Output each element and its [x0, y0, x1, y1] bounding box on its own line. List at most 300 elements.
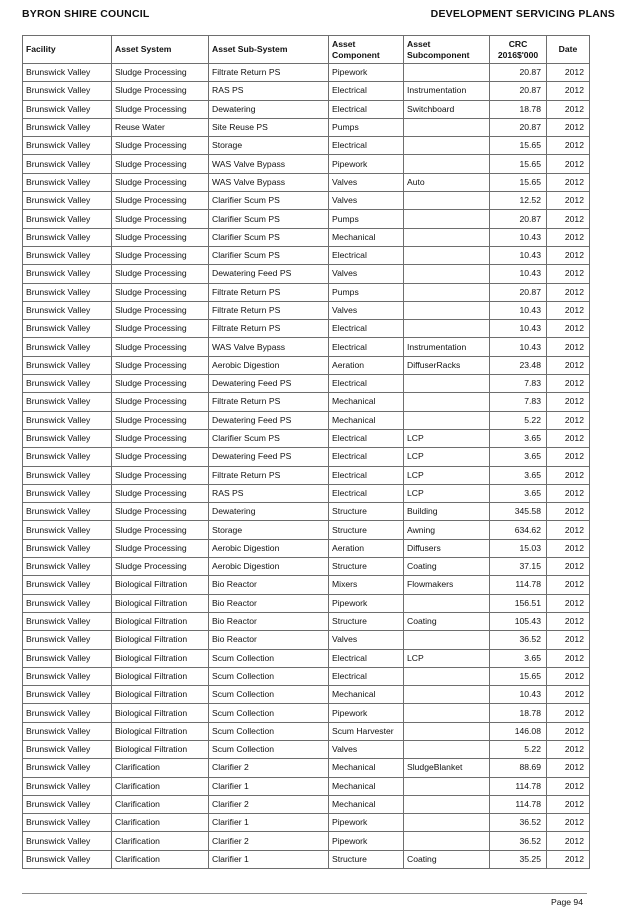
cell-crc: 7.83 [490, 393, 547, 411]
cell-date: 2012 [547, 631, 590, 649]
cell-crc: 10.43 [490, 686, 547, 704]
cell-facility: Brunswick Valley [23, 137, 112, 155]
cell-crc: 36.52 [490, 631, 547, 649]
cell-date: 2012 [547, 558, 590, 576]
table-row [23, 777, 590, 795]
cell-crc: 10.43 [490, 246, 547, 264]
cell-crc: 15.03 [490, 539, 547, 557]
cell-asset-system: Sludge Processing [112, 411, 209, 429]
table-row [23, 192, 590, 210]
cell-facility: Brunswick Valley [23, 466, 112, 484]
cell-crc: 10.43 [490, 228, 547, 246]
table-row [23, 795, 590, 813]
cell-crc: 634.62 [490, 521, 547, 539]
cell-facility: Brunswick Valley [23, 448, 112, 466]
cell-asset-subsystem: WAS Valve Bypass [209, 173, 329, 191]
cell-date: 2012 [547, 173, 590, 191]
cell-date: 2012 [547, 594, 590, 612]
table-row [23, 393, 590, 411]
cell-asset-subsystem: Dewatering Feed PS [209, 375, 329, 393]
cell-facility: Brunswick Valley [23, 558, 112, 576]
cell-asset-system: Sludge Processing [112, 192, 209, 210]
cell-asset-subsystem: Bio Reactor [209, 631, 329, 649]
cell-crc: 114.78 [490, 795, 547, 813]
cell-date: 2012 [547, 539, 590, 557]
cell-asset-system: Reuse Water [112, 118, 209, 136]
table-row [23, 558, 590, 576]
cell-asset-subcomponent: LCP [404, 429, 490, 447]
cell-facility: Brunswick Valley [23, 704, 112, 722]
cell-asset-subcomponent [404, 246, 490, 264]
cell-asset-system: Biological Filtration [112, 740, 209, 758]
cell-facility: Brunswick Valley [23, 100, 112, 118]
table-row [23, 228, 590, 246]
cell-asset-component: Mechanical [329, 777, 404, 795]
table-row [23, 503, 590, 521]
table-row [23, 155, 590, 173]
cell-date: 2012 [547, 301, 590, 319]
cell-date: 2012 [547, 375, 590, 393]
cell-asset-system: Clarification [112, 850, 209, 868]
cell-facility: Brunswick Valley [23, 777, 112, 795]
cell-date: 2012 [547, 576, 590, 594]
document-title: DEVELOPMENT SERVICING PLANS [430, 8, 615, 20]
cell-facility: Brunswick Valley [23, 612, 112, 630]
cell-facility: Brunswick Valley [23, 814, 112, 832]
cell-date: 2012 [547, 448, 590, 466]
cell-asset-subsystem: Clarifier Scum PS [209, 210, 329, 228]
cell-date: 2012 [547, 759, 590, 777]
cell-crc: 345.58 [490, 503, 547, 521]
table-row [23, 82, 590, 100]
cell-facility: Brunswick Valley [23, 375, 112, 393]
cell-facility: Brunswick Valley [23, 173, 112, 191]
cell-asset-subcomponent [404, 594, 490, 612]
cell-crc: 23.48 [490, 356, 547, 374]
cell-facility: Brunswick Valley [23, 210, 112, 228]
table-row [23, 375, 590, 393]
cell-asset-subsystem: Clarifier 1 [209, 850, 329, 868]
cell-asset-component: Valves [329, 192, 404, 210]
cell-asset-subsystem: Dewatering [209, 503, 329, 521]
cell-facility: Brunswick Valley [23, 850, 112, 868]
cell-crc: 3.65 [490, 484, 547, 502]
table-row [23, 649, 590, 667]
cell-asset-subsystem: Bio Reactor [209, 576, 329, 594]
cell-asset-system: Sludge Processing [112, 484, 209, 502]
cell-date: 2012 [547, 246, 590, 264]
cell-asset-component: Mechanical [329, 393, 404, 411]
cell-asset-component: Electrical [329, 82, 404, 100]
cell-asset-system: Clarification [112, 832, 209, 850]
cell-asset-component: Valves [329, 740, 404, 758]
cell-asset-subcomponent [404, 814, 490, 832]
cell-date: 2012 [547, 521, 590, 539]
cell-asset-subsystem: Scum Collection [209, 649, 329, 667]
cell-asset-subsystem: RAS PS [209, 82, 329, 100]
cell-asset-subsystem: RAS PS [209, 484, 329, 502]
cell-asset-system: Biological Filtration [112, 667, 209, 685]
cell-asset-component: Electrical [329, 338, 404, 356]
cell-asset-component: Pipework [329, 594, 404, 612]
cell-asset-subsystem: Dewatering [209, 100, 329, 118]
cell-asset-component: Mixers [329, 576, 404, 594]
cell-crc: 18.78 [490, 704, 547, 722]
cell-asset-subcomponent: LCP [404, 649, 490, 667]
cell-asset-component: Pipework [329, 814, 404, 832]
cell-facility: Brunswick Valley [23, 356, 112, 374]
cell-asset-component: Electrical [329, 667, 404, 685]
cell-asset-subsystem: Clarifier 1 [209, 777, 329, 795]
cell-asset-subsystem: WAS Valve Bypass [209, 155, 329, 173]
cell-facility: Brunswick Valley [23, 722, 112, 740]
cell-asset-subcomponent [404, 137, 490, 155]
cell-asset-system: Sludge Processing [112, 64, 209, 82]
cell-crc: 20.87 [490, 82, 547, 100]
cell-asset-subsystem: Clarifier Scum PS [209, 228, 329, 246]
table-row [23, 338, 590, 356]
cell-date: 2012 [547, 740, 590, 758]
cell-asset-component: Structure [329, 503, 404, 521]
table-row [23, 814, 590, 832]
cell-asset-component: Structure [329, 521, 404, 539]
cell-asset-subsystem: Dewatering Feed PS [209, 448, 329, 466]
cell-facility: Brunswick Valley [23, 155, 112, 173]
table-row [23, 740, 590, 758]
cell-asset-subcomponent [404, 686, 490, 704]
cell-asset-component: Mechanical [329, 411, 404, 429]
table-row [23, 173, 590, 191]
cell-asset-subsystem: Filtrate Return PS [209, 393, 329, 411]
cell-asset-subsystem: Filtrate Return PS [209, 301, 329, 319]
cell-asset-subcomponent: LCP [404, 448, 490, 466]
asset-table [22, 35, 590, 869]
cell-date: 2012 [547, 210, 590, 228]
cell-facility: Brunswick Valley [23, 228, 112, 246]
cell-asset-component: Electrical [329, 137, 404, 155]
table-body [23, 64, 590, 869]
table-row [23, 576, 590, 594]
cell-crc: 20.87 [490, 64, 547, 82]
cell-asset-subsystem: Aerobic Digestion [209, 539, 329, 557]
cell-asset-component: Electrical [329, 100, 404, 118]
col-asset-system: Asset System [112, 36, 209, 64]
cell-asset-component: Mechanical [329, 795, 404, 813]
cell-crc: 20.87 [490, 118, 547, 136]
cell-asset-system: Sludge Processing [112, 503, 209, 521]
cell-crc: 10.43 [490, 265, 547, 283]
cell-asset-system: Sludge Processing [112, 539, 209, 557]
cell-asset-subcomponent [404, 283, 490, 301]
cell-asset-component: Pumps [329, 283, 404, 301]
cell-asset-subcomponent: Switchboard [404, 100, 490, 118]
cell-crc: 3.65 [490, 448, 547, 466]
cell-crc: 3.65 [490, 466, 547, 484]
cell-asset-component: Mechanical [329, 228, 404, 246]
footer-rule [22, 893, 587, 894]
cell-date: 2012 [547, 411, 590, 429]
cell-crc: 20.87 [490, 210, 547, 228]
cell-crc: 156.51 [490, 594, 547, 612]
cell-asset-subcomponent: Coating [404, 850, 490, 868]
cell-asset-subcomponent [404, 393, 490, 411]
cell-facility: Brunswick Valley [23, 795, 112, 813]
cell-asset-subsystem: Site Reuse PS [209, 118, 329, 136]
cell-date: 2012 [547, 228, 590, 246]
cell-asset-system: Sludge Processing [112, 393, 209, 411]
cell-asset-subsystem: Filtrate Return PS [209, 466, 329, 484]
cell-asset-system: Sludge Processing [112, 210, 209, 228]
cell-facility: Brunswick Valley [23, 338, 112, 356]
cell-date: 2012 [547, 393, 590, 411]
cell-date: 2012 [547, 100, 590, 118]
cell-asset-system: Sludge Processing [112, 137, 209, 155]
cell-asset-subsystem: Scum Collection [209, 722, 329, 740]
cell-asset-subcomponent: Coating [404, 612, 490, 630]
cell-asset-system: Biological Filtration [112, 612, 209, 630]
cell-date: 2012 [547, 118, 590, 136]
cell-crc: 7.83 [490, 375, 547, 393]
col-asset-subsystem: Asset Sub-System [209, 36, 329, 64]
cell-facility: Brunswick Valley [23, 686, 112, 704]
cell-asset-system: Biological Filtration [112, 704, 209, 722]
cell-facility: Brunswick Valley [23, 192, 112, 210]
cell-date: 2012 [547, 137, 590, 155]
cell-facility: Brunswick Valley [23, 539, 112, 557]
cell-asset-subcomponent [404, 722, 490, 740]
cell-asset-system: Biological Filtration [112, 722, 209, 740]
cell-asset-subsystem: Bio Reactor [209, 594, 329, 612]
cell-asset-system: Sludge Processing [112, 448, 209, 466]
table-row [23, 429, 590, 447]
cell-asset-subcomponent [404, 64, 490, 82]
cell-crc: 15.65 [490, 173, 547, 191]
cell-crc: 36.52 [490, 814, 547, 832]
cell-facility: Brunswick Valley [23, 283, 112, 301]
cell-date: 2012 [547, 686, 590, 704]
cell-asset-subsystem: Clarifier 1 [209, 814, 329, 832]
cell-asset-subsystem: Clarifier Scum PS [209, 192, 329, 210]
col-crc: CRC 2016$'000 [490, 36, 547, 64]
cell-facility: Brunswick Valley [23, 265, 112, 283]
cell-asset-component: Scum Harvester [329, 722, 404, 740]
cell-asset-subsystem: Aerobic Digestion [209, 558, 329, 576]
cell-crc: 15.65 [490, 667, 547, 685]
cell-asset-subcomponent [404, 228, 490, 246]
page-header [22, 8, 615, 24]
cell-asset-subcomponent [404, 795, 490, 813]
cell-crc: 3.65 [490, 429, 547, 447]
cell-asset-subcomponent: Building [404, 503, 490, 521]
cell-crc: 20.87 [490, 283, 547, 301]
cell-asset-component: Pipework [329, 832, 404, 850]
table-row [23, 466, 590, 484]
cell-date: 2012 [547, 722, 590, 740]
cell-asset-system: Sludge Processing [112, 228, 209, 246]
cell-asset-component: Electrical [329, 246, 404, 264]
table-row [23, 850, 590, 868]
cell-asset-subcomponent: Auto [404, 173, 490, 191]
cell-date: 2012 [547, 466, 590, 484]
table-header-row [23, 36, 590, 64]
cell-facility: Brunswick Valley [23, 64, 112, 82]
cell-asset-subsystem: Clarifier 2 [209, 795, 329, 813]
cell-date: 2012 [547, 814, 590, 832]
cell-date: 2012 [547, 850, 590, 868]
table-row [23, 832, 590, 850]
cell-crc: 105.43 [490, 612, 547, 630]
cell-date: 2012 [547, 484, 590, 502]
cell-asset-subsystem: Aerobic Digestion [209, 356, 329, 374]
cell-asset-component: Pipework [329, 64, 404, 82]
cell-asset-subsystem: Storage [209, 521, 329, 539]
cell-asset-subcomponent: Flowmakers [404, 576, 490, 594]
cell-crc: 18.78 [490, 100, 547, 118]
cell-asset-system: Sludge Processing [112, 155, 209, 173]
cell-asset-component: Valves [329, 631, 404, 649]
cell-facility: Brunswick Valley [23, 631, 112, 649]
cell-asset-system: Clarification [112, 814, 209, 832]
table-row [23, 759, 590, 777]
cell-asset-component: Structure [329, 558, 404, 576]
col-facility: Facility [23, 36, 112, 64]
cell-facility: Brunswick Valley [23, 429, 112, 447]
cell-facility: Brunswick Valley [23, 594, 112, 612]
table-row [23, 686, 590, 704]
cell-asset-subsystem: Filtrate Return PS [209, 64, 329, 82]
cell-crc: 12.52 [490, 192, 547, 210]
cell-asset-system: Sludge Processing [112, 173, 209, 191]
col-asset-subcomponent: Asset Subcomponent [404, 36, 490, 64]
cell-crc: 15.65 [490, 137, 547, 155]
table-row [23, 356, 590, 374]
cell-facility: Brunswick Valley [23, 667, 112, 685]
cell-asset-system: Sludge Processing [112, 466, 209, 484]
cell-facility: Brunswick Valley [23, 246, 112, 264]
table-row [23, 210, 590, 228]
cell-asset-component: Valves [329, 265, 404, 283]
cell-asset-subcomponent [404, 320, 490, 338]
cell-date: 2012 [547, 320, 590, 338]
table-row [23, 448, 590, 466]
cell-asset-subcomponent [404, 155, 490, 173]
cell-facility: Brunswick Valley [23, 832, 112, 850]
cell-asset-system: Biological Filtration [112, 594, 209, 612]
cell-asset-component: Electrical [329, 484, 404, 502]
cell-crc: 35.25 [490, 850, 547, 868]
cell-crc: 10.43 [490, 338, 547, 356]
table-row [23, 283, 590, 301]
col-asset-component: Asset Component [329, 36, 404, 64]
table-row [23, 612, 590, 630]
table-row [23, 411, 590, 429]
cell-asset-component: Valves [329, 301, 404, 319]
cell-crc: 5.22 [490, 411, 547, 429]
cell-asset-subsystem: Clarifier Scum PS [209, 429, 329, 447]
cell-asset-system: Biological Filtration [112, 631, 209, 649]
cell-asset-component: Pipework [329, 704, 404, 722]
col-date: Date [547, 36, 590, 64]
cell-asset-system: Sludge Processing [112, 283, 209, 301]
table-row [23, 704, 590, 722]
cell-asset-subsystem: Clarifier 2 [209, 832, 329, 850]
table-row [23, 118, 590, 136]
table-row [23, 631, 590, 649]
cell-asset-subcomponent: Instrumentation [404, 338, 490, 356]
cell-asset-subcomponent [404, 118, 490, 136]
cell-asset-subsystem: Filtrate Return PS [209, 320, 329, 338]
table-row [23, 265, 590, 283]
cell-asset-component: Pumps [329, 118, 404, 136]
cell-facility: Brunswick Valley [23, 411, 112, 429]
cell-asset-subcomponent [404, 301, 490, 319]
cell-asset-subcomponent [404, 740, 490, 758]
cell-asset-system: Sludge Processing [112, 429, 209, 447]
cell-asset-component: Valves [329, 173, 404, 191]
cell-asset-system: Sludge Processing [112, 356, 209, 374]
cell-asset-component: Mechanical [329, 686, 404, 704]
table-row [23, 100, 590, 118]
cell-date: 2012 [547, 704, 590, 722]
table-row [23, 594, 590, 612]
table-row [23, 722, 590, 740]
cell-date: 2012 [547, 832, 590, 850]
cell-asset-subcomponent [404, 411, 490, 429]
cell-asset-subcomponent: LCP [404, 466, 490, 484]
cell-asset-subcomponent: SludgeBlanket [404, 759, 490, 777]
cell-asset-component: Electrical [329, 320, 404, 338]
cell-asset-subsystem: Storage [209, 137, 329, 155]
cell-asset-component: Aeration [329, 356, 404, 374]
cell-asset-component: Electrical [329, 429, 404, 447]
cell-asset-subcomponent [404, 704, 490, 722]
cell-asset-subsystem: Scum Collection [209, 704, 329, 722]
cell-asset-system: Clarification [112, 795, 209, 813]
cell-asset-component: Electrical [329, 649, 404, 667]
cell-asset-component: Structure [329, 612, 404, 630]
cell-asset-subsystem: Scum Collection [209, 667, 329, 685]
page-number: Page 94 [550, 897, 583, 907]
cell-facility: Brunswick Valley [23, 118, 112, 136]
cell-asset-subcomponent [404, 375, 490, 393]
cell-asset-component: Aeration [329, 539, 404, 557]
cell-date: 2012 [547, 82, 590, 100]
cell-asset-system: Sludge Processing [112, 558, 209, 576]
cell-facility: Brunswick Valley [23, 759, 112, 777]
cell-asset-subsystem: Scum Collection [209, 686, 329, 704]
table-row [23, 246, 590, 264]
cell-asset-component: Structure [329, 850, 404, 868]
cell-date: 2012 [547, 503, 590, 521]
cell-asset-subsystem: Clarifier Scum PS [209, 246, 329, 264]
cell-date: 2012 [547, 667, 590, 685]
cell-facility: Brunswick Valley [23, 484, 112, 502]
cell-date: 2012 [547, 356, 590, 374]
cell-asset-system: Biological Filtration [112, 649, 209, 667]
cell-asset-subsystem: Dewatering Feed PS [209, 411, 329, 429]
cell-date: 2012 [547, 429, 590, 447]
cell-asset-subcomponent: Awning [404, 521, 490, 539]
table-row [23, 667, 590, 685]
cell-asset-subcomponent [404, 832, 490, 850]
cell-crc: 5.22 [490, 740, 547, 758]
cell-asset-system: Biological Filtration [112, 576, 209, 594]
cell-date: 2012 [547, 795, 590, 813]
cell-date: 2012 [547, 777, 590, 795]
cell-asset-system: Sludge Processing [112, 301, 209, 319]
cell-facility: Brunswick Valley [23, 301, 112, 319]
cell-asset-subsystem: Dewatering Feed PS [209, 265, 329, 283]
